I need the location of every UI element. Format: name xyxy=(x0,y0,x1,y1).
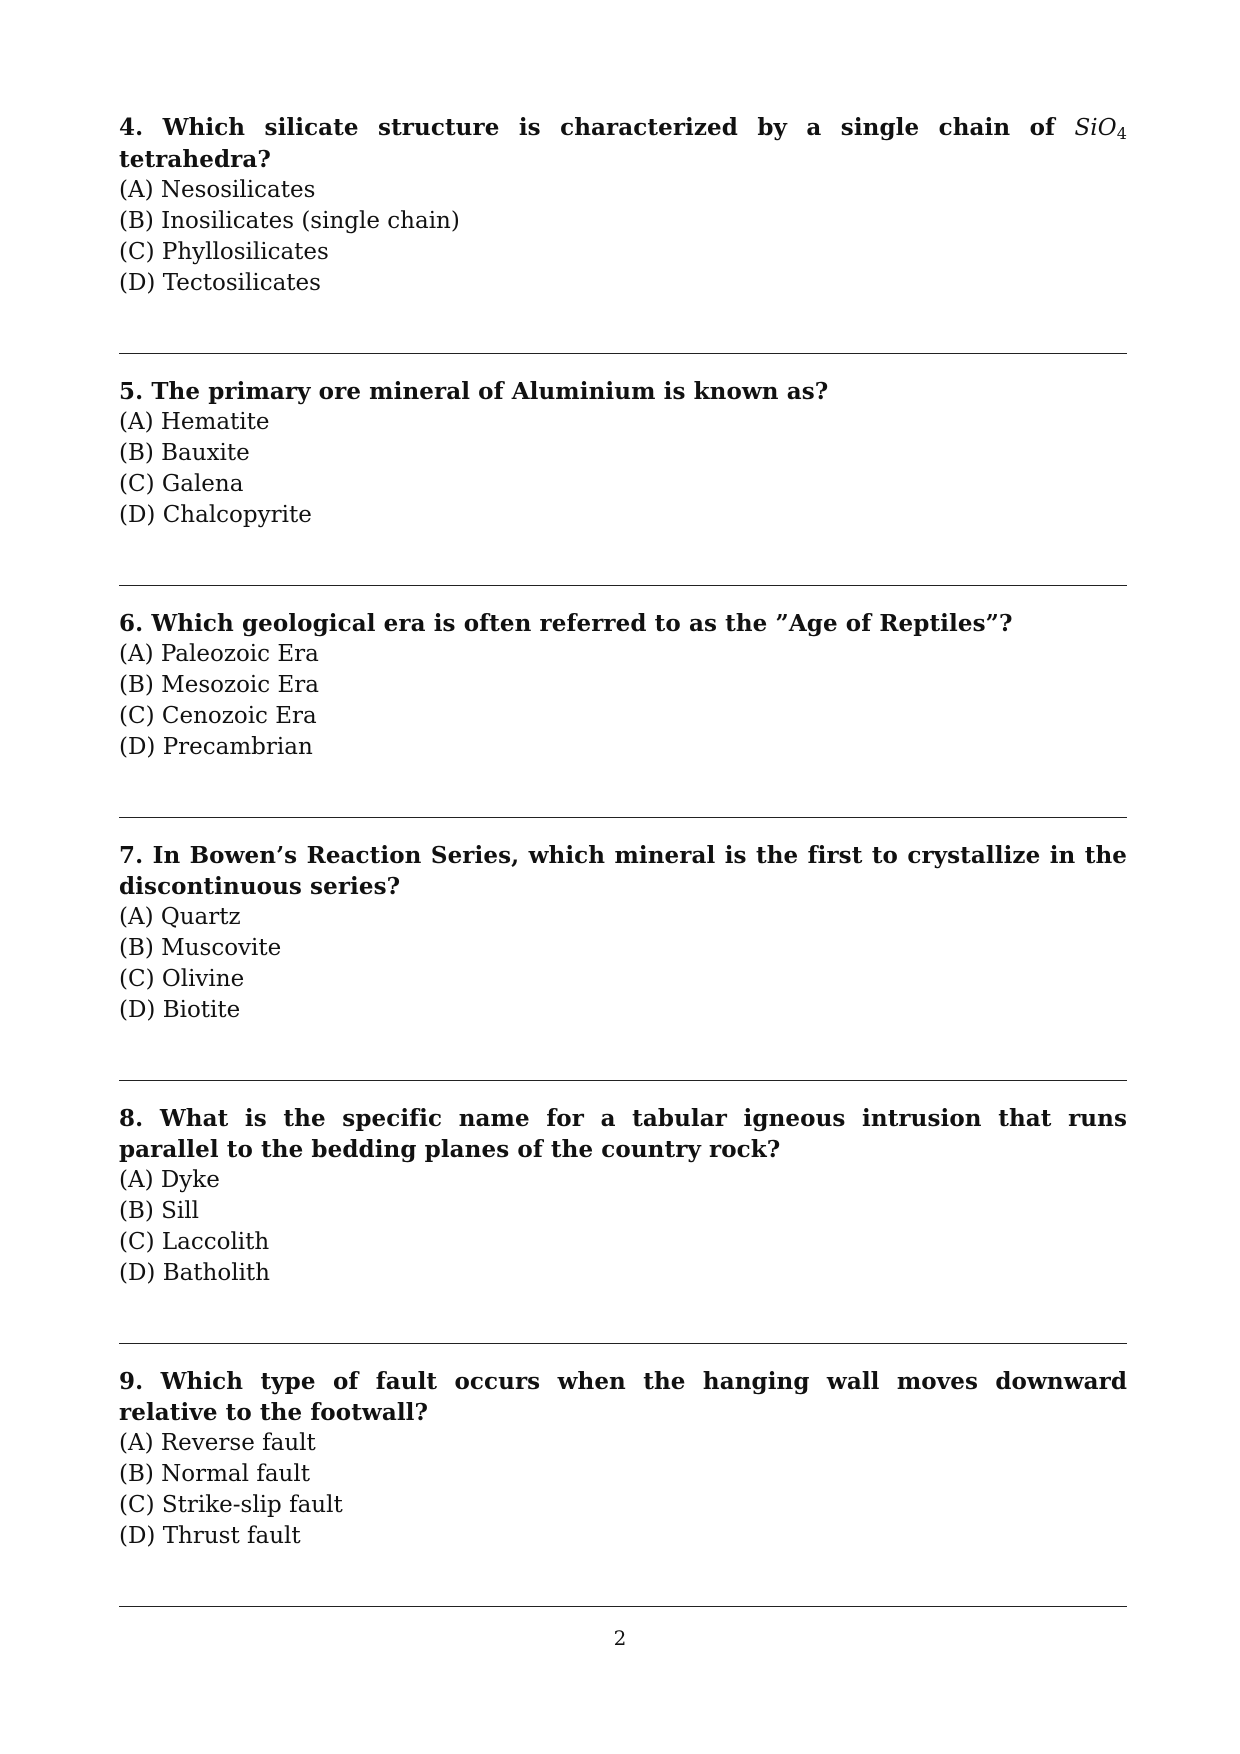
options-list xyxy=(119,639,1127,763)
options-list xyxy=(119,407,1127,531)
question-body: Which geological era is often referred to as the ”Age of Reptiles”? xyxy=(151,610,1013,637)
option-d: (D) Batholith xyxy=(119,1260,270,1286)
option-a: (A) Reverse fault xyxy=(119,1430,316,1456)
question-6 xyxy=(119,608,1127,763)
question-9 xyxy=(119,1366,1127,1552)
question-text xyxy=(119,840,1127,902)
question-body: The primary ore mineral of Aluminium is known as? xyxy=(151,378,829,405)
page-number: 2 xyxy=(613,1626,627,1650)
option-c: (C) Laccolith xyxy=(119,1229,270,1255)
option-a: (A) Hematite xyxy=(119,409,270,435)
option-a: (A) Nesosilicates xyxy=(119,177,316,203)
question-number: 8. xyxy=(119,1105,144,1132)
option-d: (D) Tectosilicates xyxy=(119,270,321,296)
question-7 xyxy=(119,840,1127,1026)
options-list xyxy=(119,1428,1127,1552)
option-c: (C) Olivine xyxy=(119,966,245,992)
question-text xyxy=(119,1366,1127,1428)
option-a: (A) Quartz xyxy=(119,904,241,930)
option-d: (D) Thrust fault xyxy=(119,1523,301,1549)
option-a: (A) Dyke xyxy=(119,1167,220,1193)
formula-subscript: 4 xyxy=(1116,124,1127,143)
question-8 xyxy=(119,1103,1127,1289)
option-b: (B) Muscovite xyxy=(119,935,282,961)
option-c: (C) Phyllosilicates xyxy=(119,239,329,265)
separator xyxy=(119,585,1127,586)
question-4 xyxy=(119,112,1127,299)
question-body: In Bowen’s Reaction Series, which mineral is the first to crystallize in the discontinuous series? xyxy=(119,842,1127,900)
options-list xyxy=(119,1165,1127,1289)
formula-sio4 xyxy=(1074,115,1127,141)
question-text-end: tetrahedra? xyxy=(119,146,271,173)
option-c: (C) Galena xyxy=(119,471,244,497)
options-list xyxy=(119,902,1127,1026)
question-number: 5. xyxy=(119,378,144,405)
formula-base: SiO xyxy=(1074,115,1117,141)
question-body: What is the specific name for a tabular igneous intrusion that runs parallel to the bedding planes of the country rock? xyxy=(119,1105,1128,1163)
question-number: 9. xyxy=(119,1368,144,1395)
option-b: (B) Normal fault xyxy=(119,1461,310,1487)
option-b: (B) Inosilicates (single chain) xyxy=(119,208,460,234)
question-number: 6. xyxy=(119,610,144,637)
question-5 xyxy=(119,376,1127,531)
option-d: (D) Biotite xyxy=(119,997,241,1023)
separator xyxy=(119,1080,1127,1081)
option-b: (B) Bauxite xyxy=(119,440,250,466)
question-text-start: Which silicate structure is characterized by a single chain of xyxy=(162,114,1075,141)
separator xyxy=(119,1343,1127,1344)
option-a: (A) Paleozoic Era xyxy=(119,641,319,667)
question-text xyxy=(119,1103,1127,1165)
option-d: (D) Precambrian xyxy=(119,734,313,760)
question-number: 4. xyxy=(119,114,144,141)
question-number: 7. xyxy=(119,842,144,869)
question-page xyxy=(119,112,1127,1607)
option-b: (B) Sill xyxy=(119,1198,199,1224)
question-text xyxy=(119,608,1127,639)
question-text xyxy=(119,376,1127,407)
separator xyxy=(119,1606,1127,1607)
question-text xyxy=(119,112,1127,175)
options-list xyxy=(119,175,1127,299)
option-b: (B) Mesozoic Era xyxy=(119,672,319,698)
separator xyxy=(119,817,1127,818)
separator xyxy=(119,353,1127,354)
option-d: (D) Chalcopyrite xyxy=(119,502,312,528)
option-c: (C) Strike-slip fault xyxy=(119,1492,343,1518)
option-c: (C) Cenozoic Era xyxy=(119,703,317,729)
question-body: Which type of fault occurs when the hanging wall moves downward relative to the footwall? xyxy=(119,1368,1127,1426)
